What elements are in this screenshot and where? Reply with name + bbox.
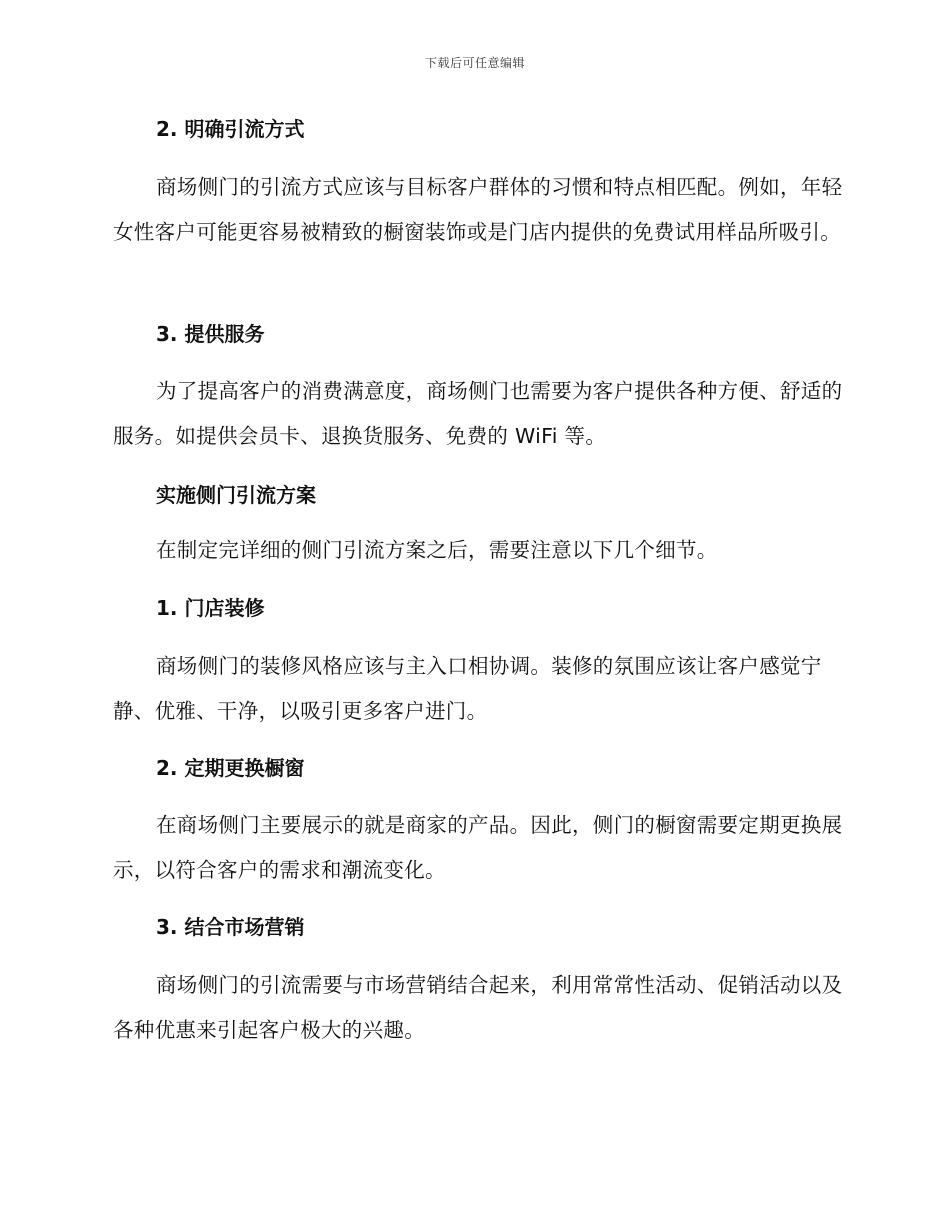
paragraph: 商场侧门的引流需要与市场营销结合起来，利用常常性活动、促销活动以及各种优惠来引起客户极大的兴趣。 [113,973,843,1042]
section-heading: 1. 门店装修 [156,596,265,620]
section-heading: 实施侧门引流方案 [156,483,316,507]
section-heading: 2. 明确引流方式 [156,117,305,141]
paragraph: 在商场侧门主要展示的就是商家的产品。因此，侧门的橱窗需要定期更换展示，以符合客户的需求和潮流变化。 [113,813,843,882]
paragraph: 商场侧门的装修风格应该与主入口相协调。装修的氛围应该让客户感觉宁静、优雅、干净，以吸引更多客户进门。 [113,654,822,723]
paragraph: 为了提高客户的消费满意度，商场侧门也需要为客户提供各种方便、舒适的服务。如提供会员卡、退换货服务、免费的 WiFi 等。 [113,379,843,448]
paragraph: 商场侧门的引流方式应该与目标客户群体的习惯和特点相匹配。例如，年轻女性客户可能更容易被精致的橱窗装饰或是门店内提供的免费试用样品所吸引。 [113,175,843,244]
section-heading: 2. 定期更换橱窗 [156,756,305,780]
section-heading: 3. 提供服务 [156,322,265,346]
section-heading: 3. 结合市场营销 [156,915,305,939]
page-header: 下载后可任意编辑 [424,56,525,70]
paragraph: 在制定完详细的侧门引流方案之后，需要注意以下几个细节。 [156,538,718,562]
